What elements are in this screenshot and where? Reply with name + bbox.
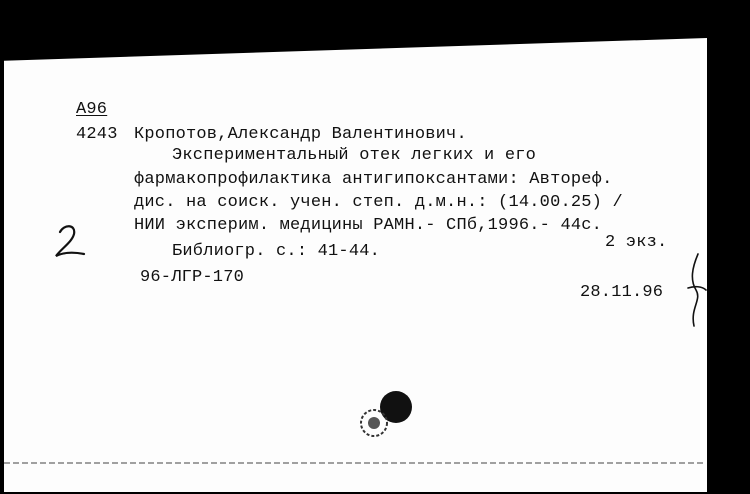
- title-line-2: фармакопрофилактика антигипоксантами: Автореф.: [134, 170, 613, 189]
- author-heading: Кропотов,Александр Валентинович.: [134, 125, 467, 144]
- bibliography-note: Библиогр. с.: 41-44.: [172, 242, 381, 261]
- signature-scribble: [684, 250, 708, 330]
- ink-blot: [350, 385, 420, 445]
- shelfmark: А96: [76, 100, 108, 119]
- title-line-3: дис. на соиск. учен. степ. д.м.н.: (14.00.25) /: [134, 193, 623, 212]
- card-date: 28.11.96: [580, 283, 664, 302]
- accession-number: 4243: [76, 125, 118, 144]
- title-line-4: НИИ эксперим. медицины РАМН.- СПб,1996.- 44с.: [134, 216, 603, 235]
- handwritten-mark: [50, 222, 90, 262]
- card-bottom-line: [4, 462, 704, 464]
- title-line-1: Экспериментальный отек легких и его: [172, 146, 537, 165]
- copies-count: 2 экз.: [605, 233, 668, 252]
- catalog-code: 96-ЛГР-170: [140, 268, 245, 287]
